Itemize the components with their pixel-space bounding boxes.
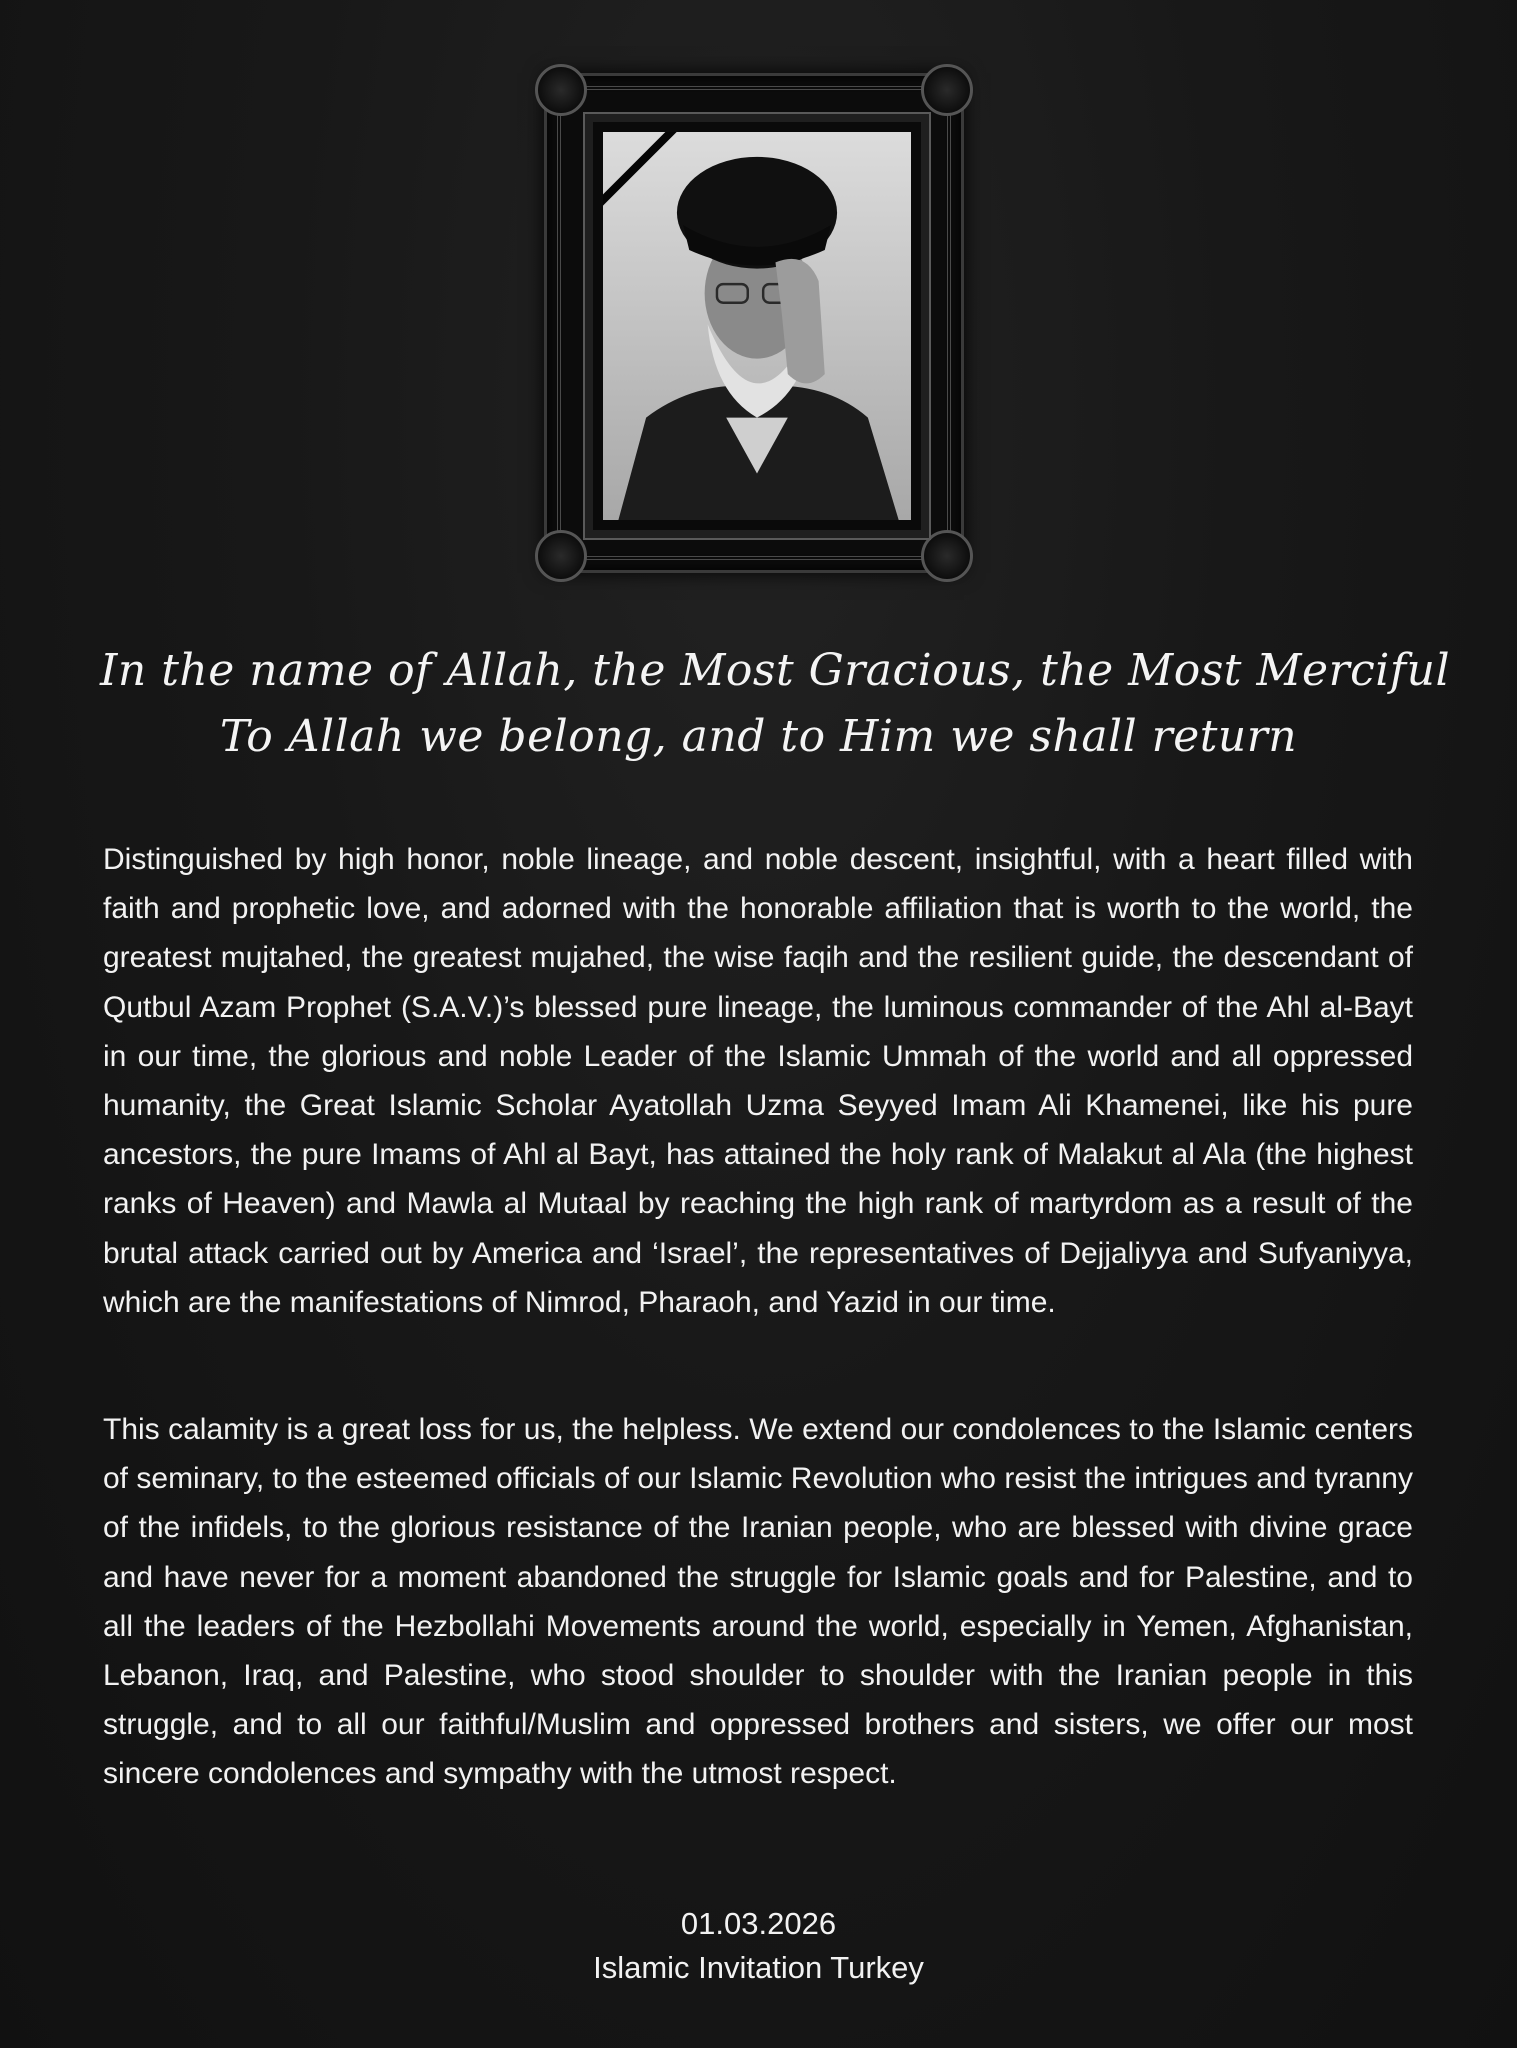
signature-organization: Islamic Invitation Turkey [593,1950,924,1985]
announcement-paragraph: Distinguished by high honor, noble lineage, and noble descent, insightful, with a heart filled with faith and prophetic love, and adorned with the honorable affiliation that is worth to the world, the greatest mujtahed, the greatest mujahed, the wise faqih and the resilient guide, the descendant of Qutbul Azam Prophet (S.A.V.)’s blessed pure lineage, the luminous commander of the Ahl al-Bayt in our time, the glorious and noble Leader of the Islamic Ummah of the world and all oppressed humanity, the Great Islamic Scholar Ayatollah Uzma Seyyed Imam Ali Khamenei, like his pure ancestors, the pure Imams of Ahl al Bayt, has attained the holy rank of Malakut al Ala (the highest ranks of Heaven) and Mawla al Mutaal by reaching the high rank of martyrdom as a result of the brutal attack carried out by America and ‘Israel’, the representatives of Dejjaliyya and Sufyaniyya, which are the manifestations of Nimrod, Pharaoh, and Yazid in our time. [103,843,1413,1319]
portrait-photo [603,132,911,520]
frame-ornament [535,530,587,582]
condolence-verse: To Allah we belong, and to Him we shall return [219,711,1298,762]
frame-ornament [535,64,587,116]
signature-date: 01.03.2026 [680,1906,837,1941]
condolence-paragraph: This calamity is a great loss for us, the helpless. We extend our condolences to the Islamic centers of seminary, to the esteemed officials of our Islamic Revolution who resist the intrigues and tyranny of the infidels, to the glorious resistance of the Iranian people, who are blessed with divine grace and have never for a moment abandoned the struggle for Islamic goals and for Palestine, and to all the leaders of the Hezbollahi Movements around the world, especially in Yemen, Afghanistan, Lebanon, Iraq, and Palestine, who stood shoulder to shoulder with the Iranian people in this struggle, and to all our faithful/Muslim and oppressed brothers and sisters, we offer our most sincere condolences and sympathy with the utmost respect. [103,1413,1413,1791]
ornate-picture-frame [544,73,964,573]
basmala-heading: In the name of Allah, the Most Gracious, the Most Merciful [100,645,1451,696]
frame-ornament [921,64,973,116]
frame-inner-border [585,114,929,538]
portrait-image [603,132,911,520]
